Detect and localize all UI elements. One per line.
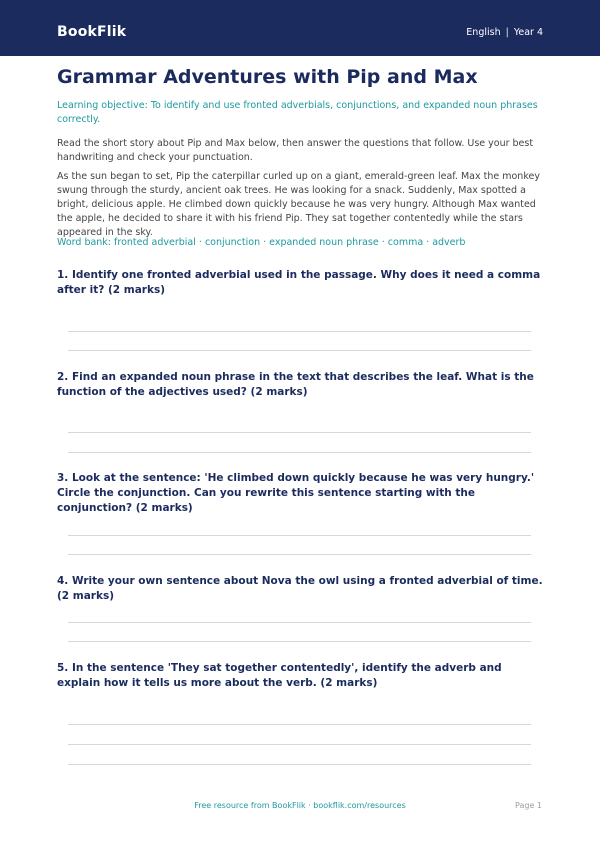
answer-line-q4-2[interactable] xyxy=(68,641,531,642)
answer-line-q3-2[interactable] xyxy=(68,554,531,555)
footer-credit[interactable]: Free resource from BookFlik · bookflik.com/resources xyxy=(194,801,406,810)
word-bank: Word bank: fronted adverbial · conjunction · expanded noun phrase · comma · adverb xyxy=(57,237,466,248)
answer-line-q5-3[interactable] xyxy=(68,764,531,765)
answer-line-q2-1[interactable] xyxy=(68,432,531,433)
answer-line-q4-1[interactable] xyxy=(68,622,531,623)
answer-line-q1-1[interactable] xyxy=(68,331,531,332)
answer-line-q2-2[interactable] xyxy=(68,452,531,453)
answer-line-q3-1[interactable] xyxy=(68,535,531,536)
learning-objective: Learning objective: To identify and use fronted adverbials, conjunctions, and expanded noun phrases correctly. xyxy=(57,100,538,125)
question-2: 2. Find an expanded noun phrase in the text that describes the leaf. What is the function of the adjectives used? (2 marks) xyxy=(57,371,534,398)
subject-label: English xyxy=(466,27,501,38)
answer-line-q5-1[interactable] xyxy=(68,724,531,725)
story-passage: As the sun began to set, Pip the caterpillar curled up on a giant, emerald-green leaf. Max the monkey swung through the sturdy, ancient oak trees. He was looking for a snack. Suddenly, Max spotted a bright, delicious apple. He climbed down quickly because he was very hungry. Although Max wanted the apple, he decided to share it with his friend Pip. They sat together contentedly while the stars appeared in the sky. xyxy=(57,171,540,238)
page-title: Grammar Adventures with Pip and Max xyxy=(57,66,478,88)
question-5: 5. In the sentence 'They sat together contentedly', identify the adverb and explain how it tells us more about the verb. (2 marks) xyxy=(57,662,502,689)
header-bar xyxy=(0,0,600,56)
intro-instructions: Read the short story about Pip and Max below, then answer the questions that follow. Use your best handwriting and check your punctuation. xyxy=(57,138,534,163)
year-label: Year 4 xyxy=(513,27,543,38)
question-1: 1. Identify one fronted adverbial used in the passage. Why does it need a comma after it? (2 marks) xyxy=(57,269,541,296)
question-4: 4. Write your own sentence about Nova the owl using a fronted adverbial of time. (2 marks) xyxy=(57,575,543,602)
answer-line-q1-2[interactable] xyxy=(68,350,531,351)
answer-line-q5-2[interactable] xyxy=(68,744,531,745)
brand-logo-text[interactable]: BookFlik xyxy=(57,24,127,40)
question-3: 3. Look at the sentence: 'He climbed down quickly because he was very hungry.' Circle the conjunction. Can you rewrite this sentence starting with the conjunction? (2 marks) xyxy=(57,472,535,514)
subject-meta xyxy=(466,26,543,40)
page-number: Page 1 xyxy=(515,801,542,810)
meta-separator: | xyxy=(505,27,509,38)
